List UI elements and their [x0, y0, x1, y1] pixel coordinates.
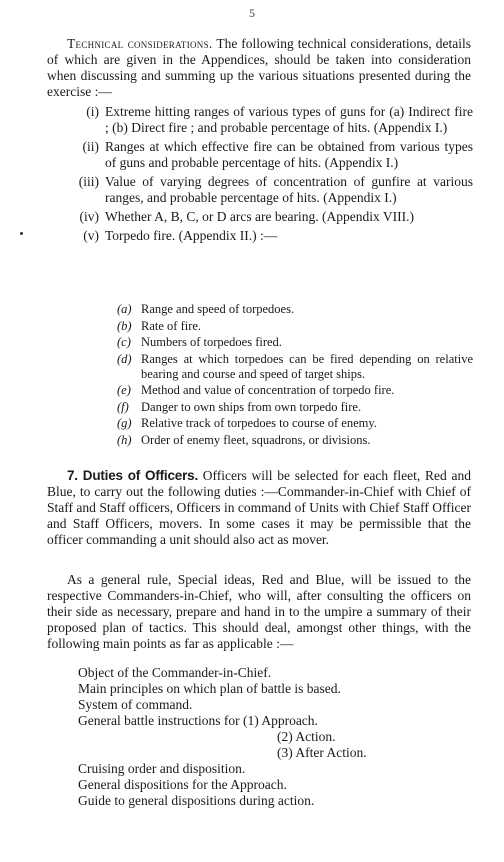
item-number: (iii): [78, 174, 99, 189]
list-item: [117, 416, 473, 431]
item-number: (i): [86, 104, 99, 119]
item-text: Numbers of torpedoes fired.: [141, 335, 282, 349]
list-item: System of command.: [78, 697, 193, 712]
list-item: (3) After Action.: [277, 745, 367, 760]
item-text: Method and value of concentration of torpedo fire.: [141, 383, 395, 397]
item-letter: (h): [117, 432, 132, 447]
item-letter: (c): [117, 335, 131, 349]
item-letter: (g): [117, 416, 132, 430]
list-item: (2) Action.: [277, 729, 336, 744]
item-number: (ii): [82, 139, 99, 154]
general-rule-paragraph: As a general rule, Special ideas, Red and Blue, will be issued to the respective Commanders-in-Chief, who will, after consulting the officers on their side as necessary, prepare and hand in to the umpire a summary of their proposed plan of tactics. This should deal, amongst other things, with the following main points as far as applicable :—: [47, 572, 471, 651]
technical-heading: Technical considerations.: [67, 36, 213, 51]
item-text: Rate of fire.: [141, 318, 202, 333]
torpedo-list: [117, 302, 473, 449]
duties-heading: 7. Duties of Officers.: [67, 468, 198, 483]
list-item: [117, 319, 473, 334]
list-item: [117, 335, 473, 350]
list-item: [65, 139, 473, 171]
item-text: Order of enemy fleet, squadrons, or divisions.: [141, 432, 371, 447]
list-item: [117, 433, 473, 448]
list-item: General dispositions for the Approach.: [78, 777, 287, 792]
list-item: [65, 228, 473, 244]
item-text: Torpedo fire. (Appendix II.) :—: [105, 228, 278, 243]
item-text: Ranges at which torpedoes can be fired depending on relative bearing and course and speed of target ships.: [141, 351, 473, 381]
list-item: Main principles on which plan of battle is based.: [78, 681, 341, 696]
item-number: (iv): [79, 209, 99, 224]
list-item: General battle instructions for (1) Approach.: [78, 713, 318, 728]
item-text: Relative track of torpedoes to course of enemy.: [141, 416, 377, 430]
technical-text: The following technical considerations, details of which are given in the Appendices, should be taken into consideration when discussing and summing up the various situations presented during the exercise :—: [47, 36, 471, 99]
list-item: [65, 104, 473, 136]
item-letter: (d): [117, 351, 132, 366]
item-text: Whether A, B, C, or D arcs are bearing. (Appendix VIII.): [105, 209, 415, 224]
stray-mark: [20, 232, 23, 235]
list-item: [117, 352, 473, 382]
main-points-list: [78, 665, 478, 809]
list-item: Guide to general dispositions during action.: [78, 793, 315, 808]
technical-paragraph: [47, 36, 471, 100]
item-letter: (f): [117, 399, 129, 414]
list-item: [117, 302, 473, 317]
duties-paragraph: [47, 468, 471, 548]
list-item: [117, 400, 473, 415]
item-text: Range and speed of torpedoes.: [141, 302, 295, 316]
duties-text: Officers will be selected for each fleet, Red and Blue, to carry out the following duties :—Commander-in-Chief with Chief of Staff and Staff officers, Officers in command of Units with Chief Staff Officer and Staff Officers, movers. In some cases it may be permissible that the officer commanding a unit should also act as mover.: [47, 468, 471, 547]
list-item: [117, 383, 473, 398]
list-item: Object of the Commander-in-Chief.: [78, 665, 272, 680]
page-number: 5: [249, 6, 255, 20]
item-text: Value of varying degrees of concentration of gunfire at various ranges, and probable percentage of hits. (Appendix I.): [105, 174, 473, 205]
technical-list: [65, 104, 473, 247]
item-text: Extreme hitting ranges of various types of guns for (a) Indirect fire ; (b) Direct fire ; and probable percentage of hits. (Appendix I.): [105, 104, 473, 135]
item-letter: (e): [117, 383, 131, 397]
item-text: Danger to own ships from own torpedo fire.: [141, 399, 362, 414]
list-item: [65, 209, 473, 225]
item-text: Ranges at which effective fire can be obtained from various types of guns and probable percentage of hits. (Appendix I.): [105, 139, 473, 170]
item-letter: (a): [117, 302, 132, 316]
item-number: (v): [83, 228, 99, 243]
list-item: [65, 174, 473, 206]
list-item: Cruising order and disposition.: [78, 761, 246, 776]
item-letter: (b): [117, 318, 132, 333]
